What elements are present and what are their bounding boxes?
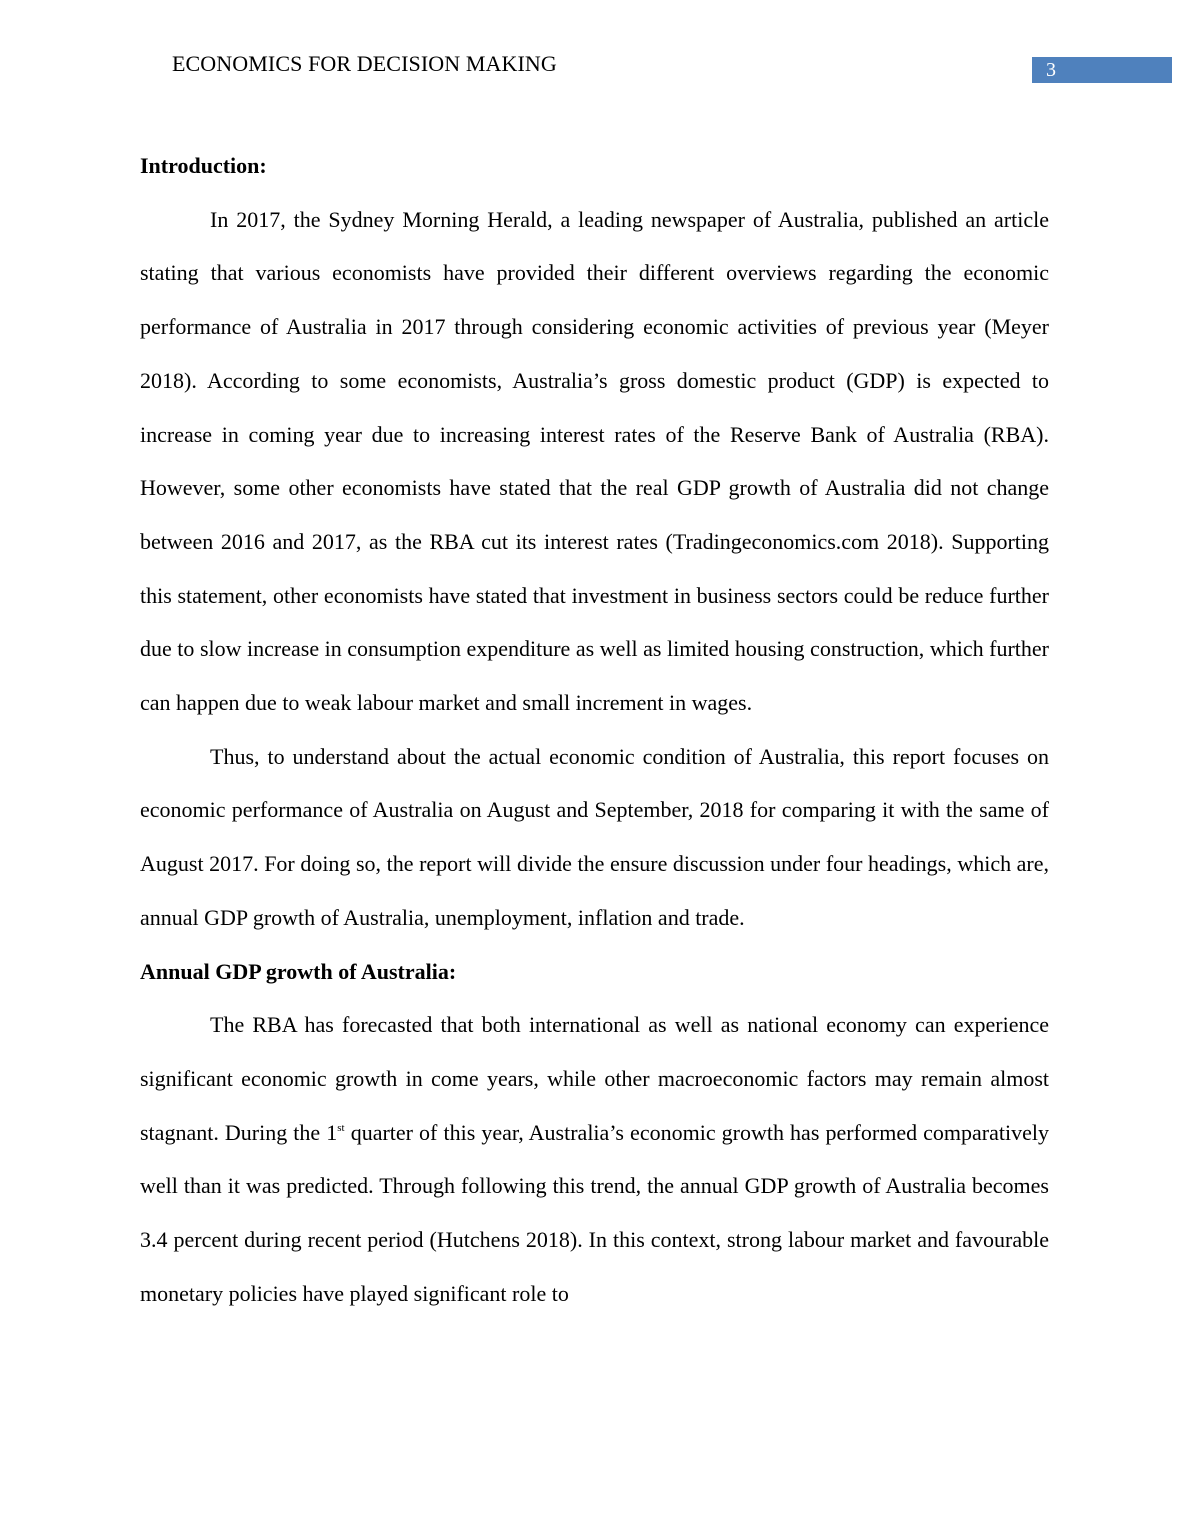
introduction-paragraph-1: In 2017, the Sydney Morning Herald, a leading newspaper of Australia, published an article stating that various economists have provided their different overviews regarding the economic performance of Australia in 2017 through considering economic activities of previous year (Meyer 2018). According to some economists, Australia’s gross domestic product (GDP) is expected to increase in coming year due to increasing interest rates of the Reserve Bank of Australia (RBA). However, some other economists have stated that the real GDP growth of Australia did not change between 2016 and 2017, as the RBA cut its interest rates (Tradingeconomics.com 2018). Supporting this statement, other economists have stated that investment in business sectors could be reduce further due to slow increase in consumption expenditure as well as limited housing construction, which further can happen due to weak labour market and small increment in wages. [140,206,1049,716]
ordinal-superscript: st [337,1121,345,1134]
running-head-title: ECONOMICS FOR DECISION MAKING [172,51,557,76]
introduction-paragraph-2: Thus, to understand about the actual economic condition of Australia, this report focuses on economic performance of Australia on August and September, 2018 for comparing it with the same of August 2017. For doing so, the report will divide the ensure discussion under four headings, which are, annual GDP growth of Australia, unemployment, inflation and trade. [140,743,1049,930]
gdp-growth-paragraph [140,998,1049,1320]
page-number: 3 [1032,57,1172,83]
document-body [140,139,1049,1320]
gdp-growth-heading: Annual GDP growth of Australia: [140,958,457,984]
gdp-paragraph-text-start: The RBA has forecasted that both international as well as national economy can experience significant economic growth in come years, while other macroeconomic factors may remain almost stagnant. During the 1 [140,1012,1049,1145]
introduction-heading: Introduction: [140,153,267,178]
gdp-paragraph-text-end: quarter of this year, Australia’s economic growth has performed comparatively well than it was predicted. Through following this trend, the annual GDP growth of Australia becomes 3.4 percent during recent period (Hutchens 2018). In this context, strong labour market and favourable monetary policies have played significant role to [140,1119,1049,1306]
